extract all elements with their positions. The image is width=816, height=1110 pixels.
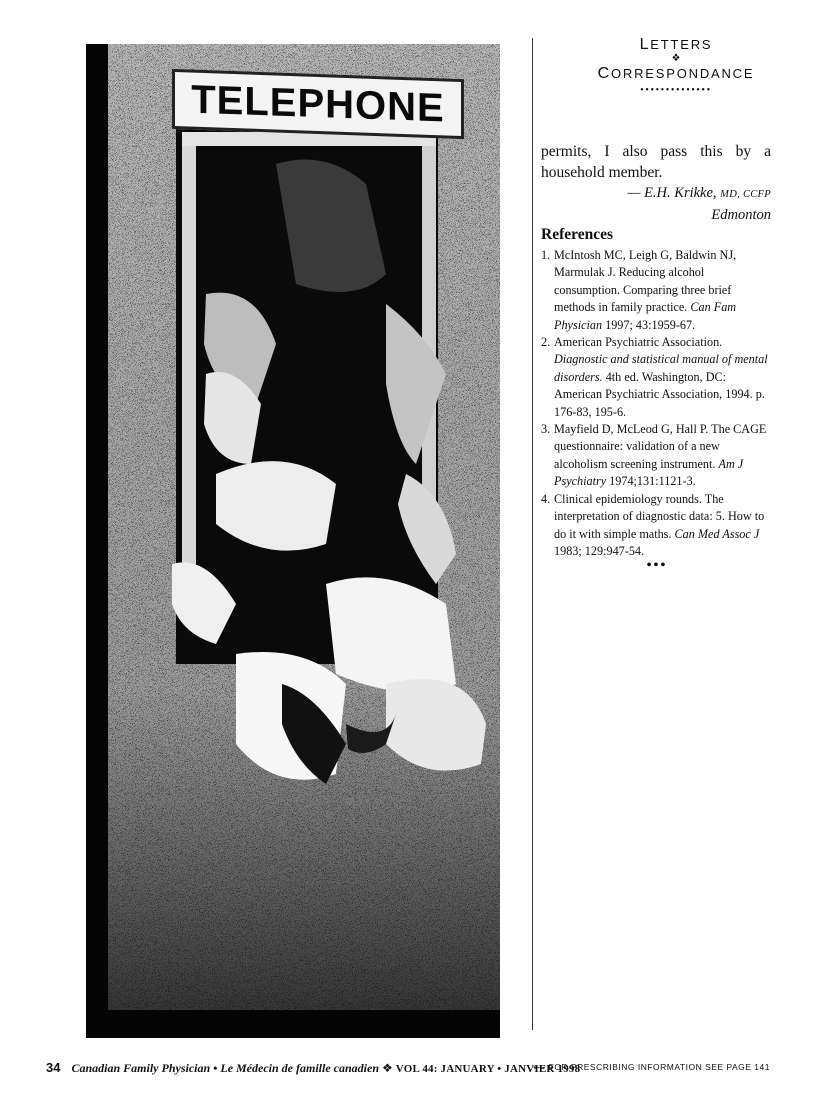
section-header — [560, 36, 792, 98]
reference-item — [541, 247, 773, 334]
journal-name-en: Canadian Family Physician — [71, 1061, 211, 1075]
author-credentials: MD, CCFP — [720, 189, 771, 200]
telephone-sign — [172, 69, 464, 139]
reference-journal: Can Fam Physician — [554, 300, 737, 332]
letter-body — [541, 141, 771, 225]
reference-citation: 4th ed. Washington, DC: American Psychiatric Association, 1994. p. 176-83, 195-6. — [554, 369, 765, 419]
reference-number: 2. — [541, 335, 551, 350]
reference-item — [541, 491, 773, 561]
section-title-letters: LETTERS — [639, 36, 713, 53]
reference-citation: 1983; 129:947-54. — [554, 543, 645, 558]
letter-signature — [541, 183, 771, 225]
section-dot-rule: •••••••••••••• — [640, 85, 712, 96]
reference-item — [541, 334, 773, 421]
reference-journal: Diagnostic and statistical manual of mental disorders. — [554, 352, 768, 384]
reference-number: 3. — [541, 422, 551, 437]
telephone-booth-photo — [86, 44, 500, 1038]
journal-separator: • — [210, 1061, 221, 1075]
reference-text: Mayfield D, McLeod G, Hall P. The CAGE questionnaire: validation of a new alcoholism screening instrument. — [554, 422, 767, 471]
prescribing-info-note: ⟵ FOR PRESCRIBING INFORMATION SEE PAGE 141 — [533, 1062, 770, 1072]
issue-info: VOL 44: JANUARY • JANVIER 1998 — [395, 1063, 581, 1075]
author-city: Edmonton — [711, 207, 771, 223]
reference-number: 4. — [541, 491, 551, 506]
reference-journal: Can Med Assoc J — [674, 526, 760, 541]
photo-artwork — [86, 44, 500, 1038]
reference-number: 1. — [541, 248, 551, 262]
column-divider — [532, 38, 533, 1030]
reference-citation: 1974;131:1121-3. — [606, 474, 696, 489]
reference-text: Clinical epidemiology rounds. The interpretation of diagnostic data: 5. How to do it with simple maths. — [554, 491, 765, 541]
letter-closing-paragraph: permits, I also pass this by a household member. — [541, 143, 771, 181]
section-title-correspondance: CORRESPONDANCE — [597, 65, 755, 82]
reference-journal: Am J Psychiatry — [554, 456, 744, 489]
references-list — [541, 247, 773, 560]
references-heading: References — [541, 226, 614, 243]
reference-citation: 1997; 43:1959-67. — [602, 317, 696, 332]
reference-text: American Psychiatric Association. — [554, 335, 723, 350]
page-footer — [46, 1060, 580, 1076]
page-number: 34 — [46, 1060, 61, 1075]
footer-ornament: ❖ — [379, 1061, 396, 1075]
reference-text: McIntosh MC, Leigh G, Baldwin NJ, Marmulak J. Reducing alcohol consumption. Comparing three brief methods in family practice. — [554, 248, 737, 315]
journal-name-fr: Le Médecin de famille canadien — [220, 1061, 379, 1075]
reference-item — [541, 421, 773, 491]
author-name: — E.H. Krikke, — [627, 185, 717, 201]
section-ornament: ❖ — [671, 53, 681, 64]
references-section — [541, 226, 773, 560]
telephone-sign-text: TELEPHONE — [191, 77, 445, 130]
end-of-letter-mark: ••• — [646, 558, 668, 573]
